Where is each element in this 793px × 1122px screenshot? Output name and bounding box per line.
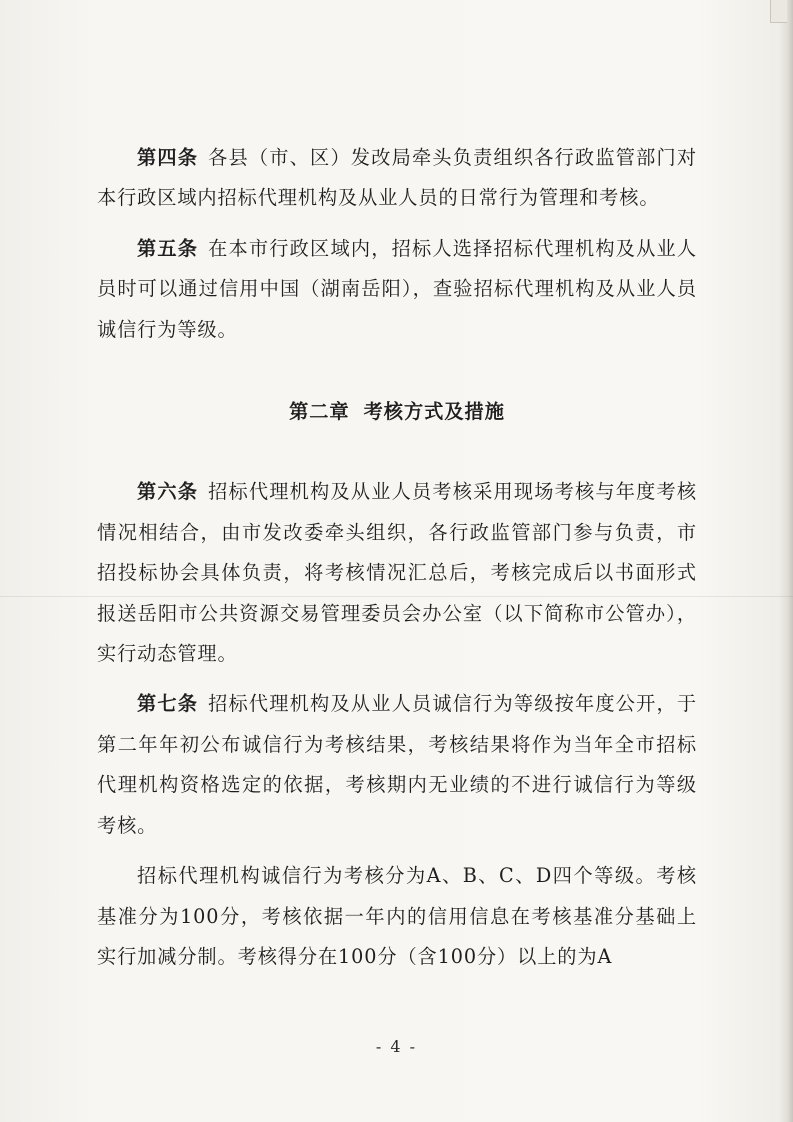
page-number: - 4 - [375,1037,418,1056]
article-5-heading: 第五条 [137,236,199,260]
chapter-title: 考核方式及措施 [363,400,505,424]
article-5-paragraph [97,229,697,350]
article-7-text: 招标代理机构及从业人员诚信行为等级按年度公开，于第二年年初公布诚信行为考核结果，考核结果将作为当年全市招标代理机构资格选定的依据，考核期内无业绩的不进行诚信行为等级考核。 [97,692,698,837]
article-7-paragraph [97,684,697,846]
article-6-heading: 第六条 [137,480,199,504]
page-edge-shadow [779,0,793,1122]
chapter-number: 第二章 [289,400,350,424]
article-4-paragraph [97,138,697,219]
article-4-text: 各县（市、区）发改局牵头负责组织各行政监管部门对本行政区域内招标代理机构及从业人员的日常行为管理和考核。 [97,146,698,210]
article-4-heading: 第四条 [137,146,199,169]
article-6-text: 招标代理机构及从业人员考核采用现场考核与年度考核情况相结合，由市发改委牵头组织，各行政监管部门参与负责，市招投标协会具体负责，将考核情况汇总后，考核完成后以书面形式报送岳阳市公共资源交易管理委员会办公室（以下简称市公管办），实行动态管理。 [97,480,698,666]
grading-paragraph: 招标代理机构诚信行为考核分为A、B、C、D四个等级。考核基准分为100分，考核依据一年内的信用信息在考核基准分基础上实行加减分制。考核得分在100分（含100分）以上的为A [97,864,697,968]
staple-corner-mark [770,0,787,23]
article-6-paragraph [97,472,697,674]
article-5-text: 在本市行政区域内，招标人选择招标代理机构及从业人员时可以通过信用中国（湖南岳阳），查验招标代理机构及从业人员诚信行为等级。 [97,236,698,341]
document-body [97,138,697,987]
chapter-heading [97,392,697,432]
article-7-heading: 第七条 [137,692,199,716]
